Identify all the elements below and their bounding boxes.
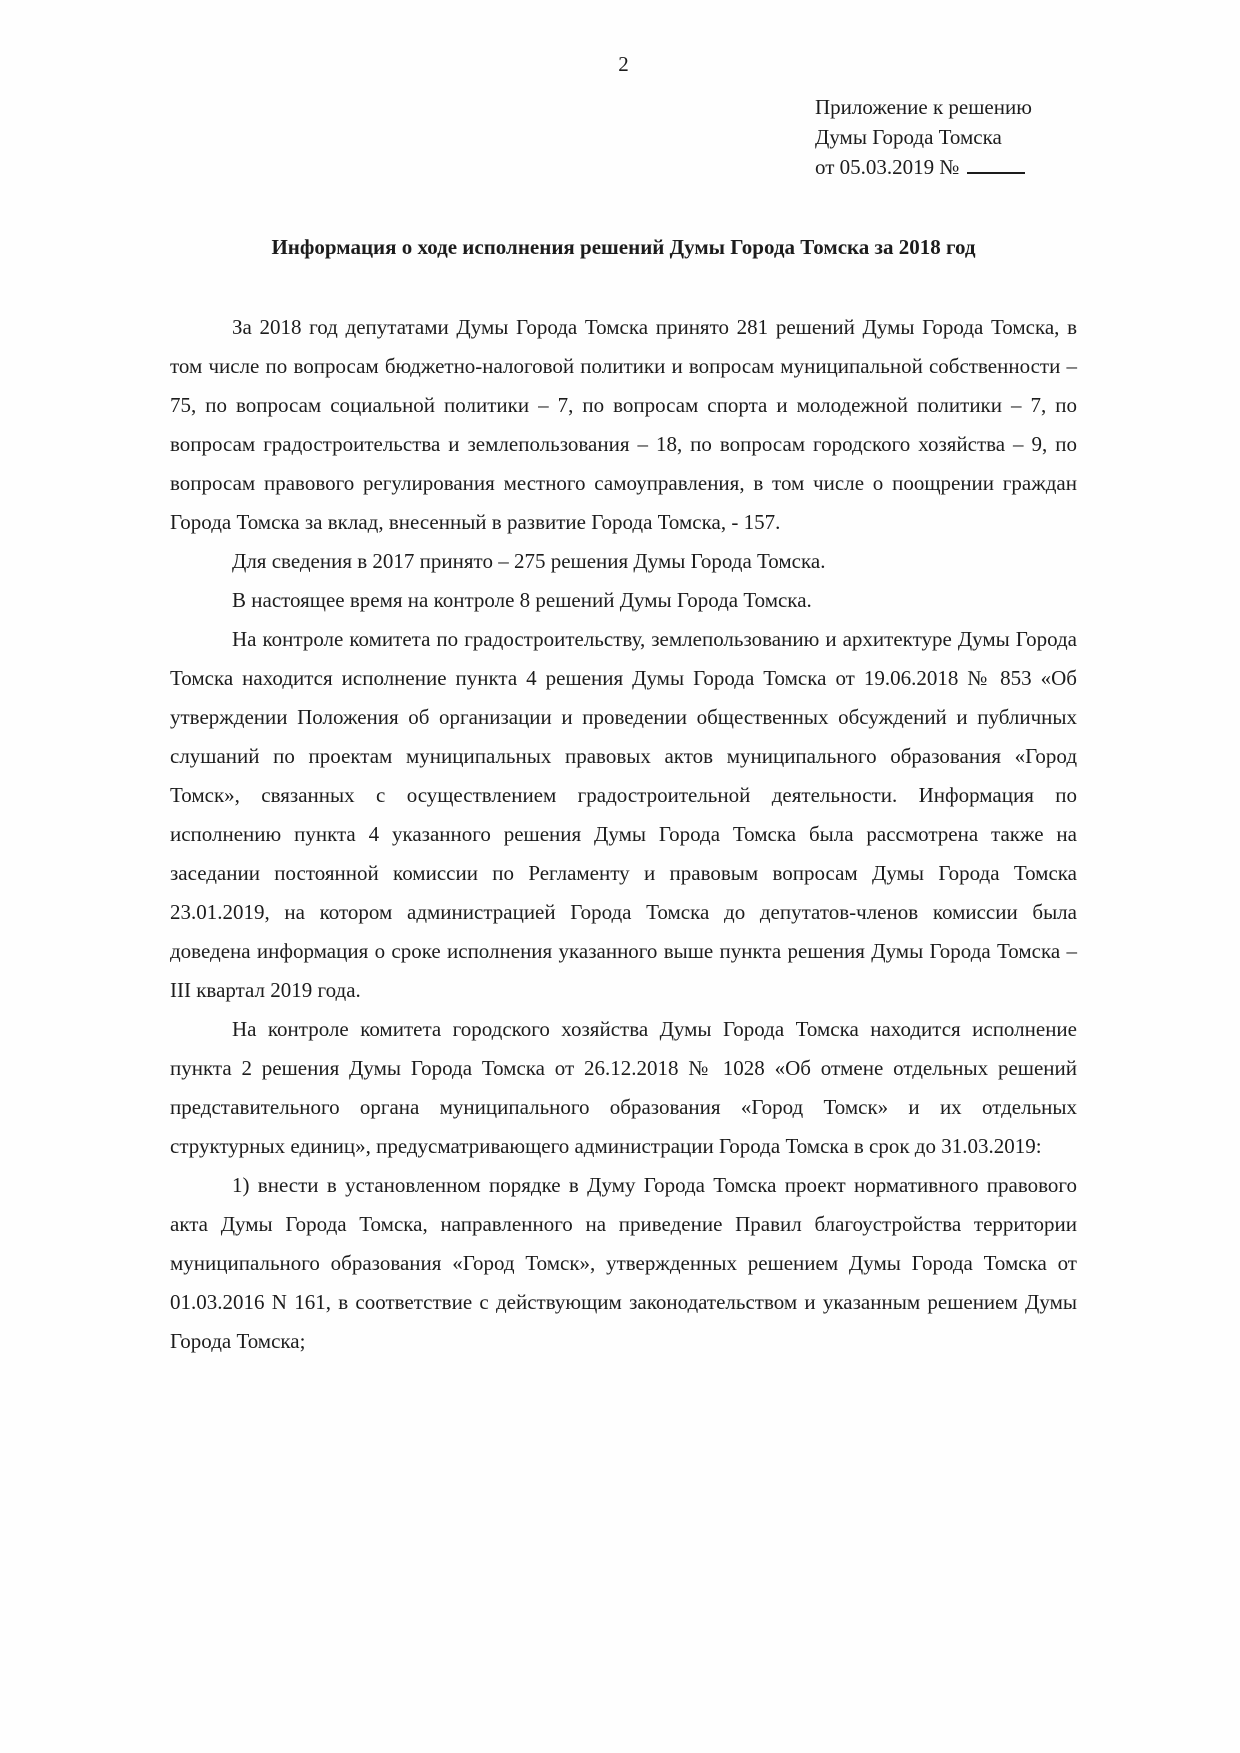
page-number: 2 — [618, 52, 629, 76]
annex-line-2: Думы Города Томска — [815, 125, 1002, 149]
paragraph-current-control: В настоящее время на контроле 8 решений Думы Города Томска. — [232, 588, 812, 612]
paragraph-city-economy-committee: На контроле комитета городского хозяйства Думы Города Томска находится исполнение пункта 2 решения Думы Города Томска от 26.12.2018 № 1028 «Об отмене отдельных решений представительного органа муниципального образования «Город Томск» и их отдельных структурных единиц», предусматривающего администрации Города Томска в срок до 31.03.2019: — [170, 1017, 1077, 1158]
paragraph-decisions-summary: За 2018 год депутатами Думы Города Томска принято 281 решений Думы Города Томска, в том числе по вопросам бюджетно-налоговой политики и вопросам муниципальной собственности – 75, по вопросам социальной политики – 7, по вопросам спорта и молодежной политики – 7, по вопросам градостроительства и землепользования – 18, по вопросам городского хозяйства – 9, по вопросам правового регулирования местного самоуправления, в том числе о поощрении граждан Города Томска за вклад, внесенный в развитие Города Томска, - 157. — [170, 315, 1077, 534]
paragraph-item-1: 1) внести в установленном порядке в Думу Города Томска проект нормативного правового акта Думы Города Томска, направленного на приведение Правил благоустройства территории муниципального образования «Город Томск», утвержденных решением Думы Города Томска от 01.03.2016 N 161, в соответствие с действующим законодательством и указанным решением Думы Города Томска; — [170, 1173, 1077, 1353]
number-blank-line — [967, 158, 1025, 174]
annex-date-number: от 05.03.2019 № — [815, 155, 960, 179]
document-title: Информация о ходе исполнения решений Думы Города Томска за 2018 год — [271, 235, 976, 259]
annex-line-3 — [815, 152, 1077, 182]
annex-line-1: Приложение к решению — [815, 95, 1032, 119]
paragraph-urban-planning-committee: На контроле комитета по градостроительству, землепользованию и архитектуре Думы Города Томска находится исполнение пункта 4 решения Думы Города Томска от 19.06.2018 № 853 «Об утверждении Положения об организации и проведении общественных обсуждений и публичных слушаний по проектам муниципальных правовых актов муниципального образования «Город Томск», связанных с осуществлением градостроительной деятельности. Информация по исполнению пункта 4 указанного решения Думы Города Томска была рассмотрена также на заседании постоянной комиссии по Регламенту и правовым вопросам Думы Города Томска 23.01.2019, на котором администрацией Города Томска до депутатов-членов комиссии была доведена информация о сроке исполнения указанного выше пункта решения Думы Города Томска – III квартал 2019 года. — [170, 627, 1077, 1002]
paragraph-2017-reference: Для сведения в 2017 принято – 275 решения Думы Города Томска. — [232, 549, 826, 573]
annex-header — [815, 92, 1077, 182]
